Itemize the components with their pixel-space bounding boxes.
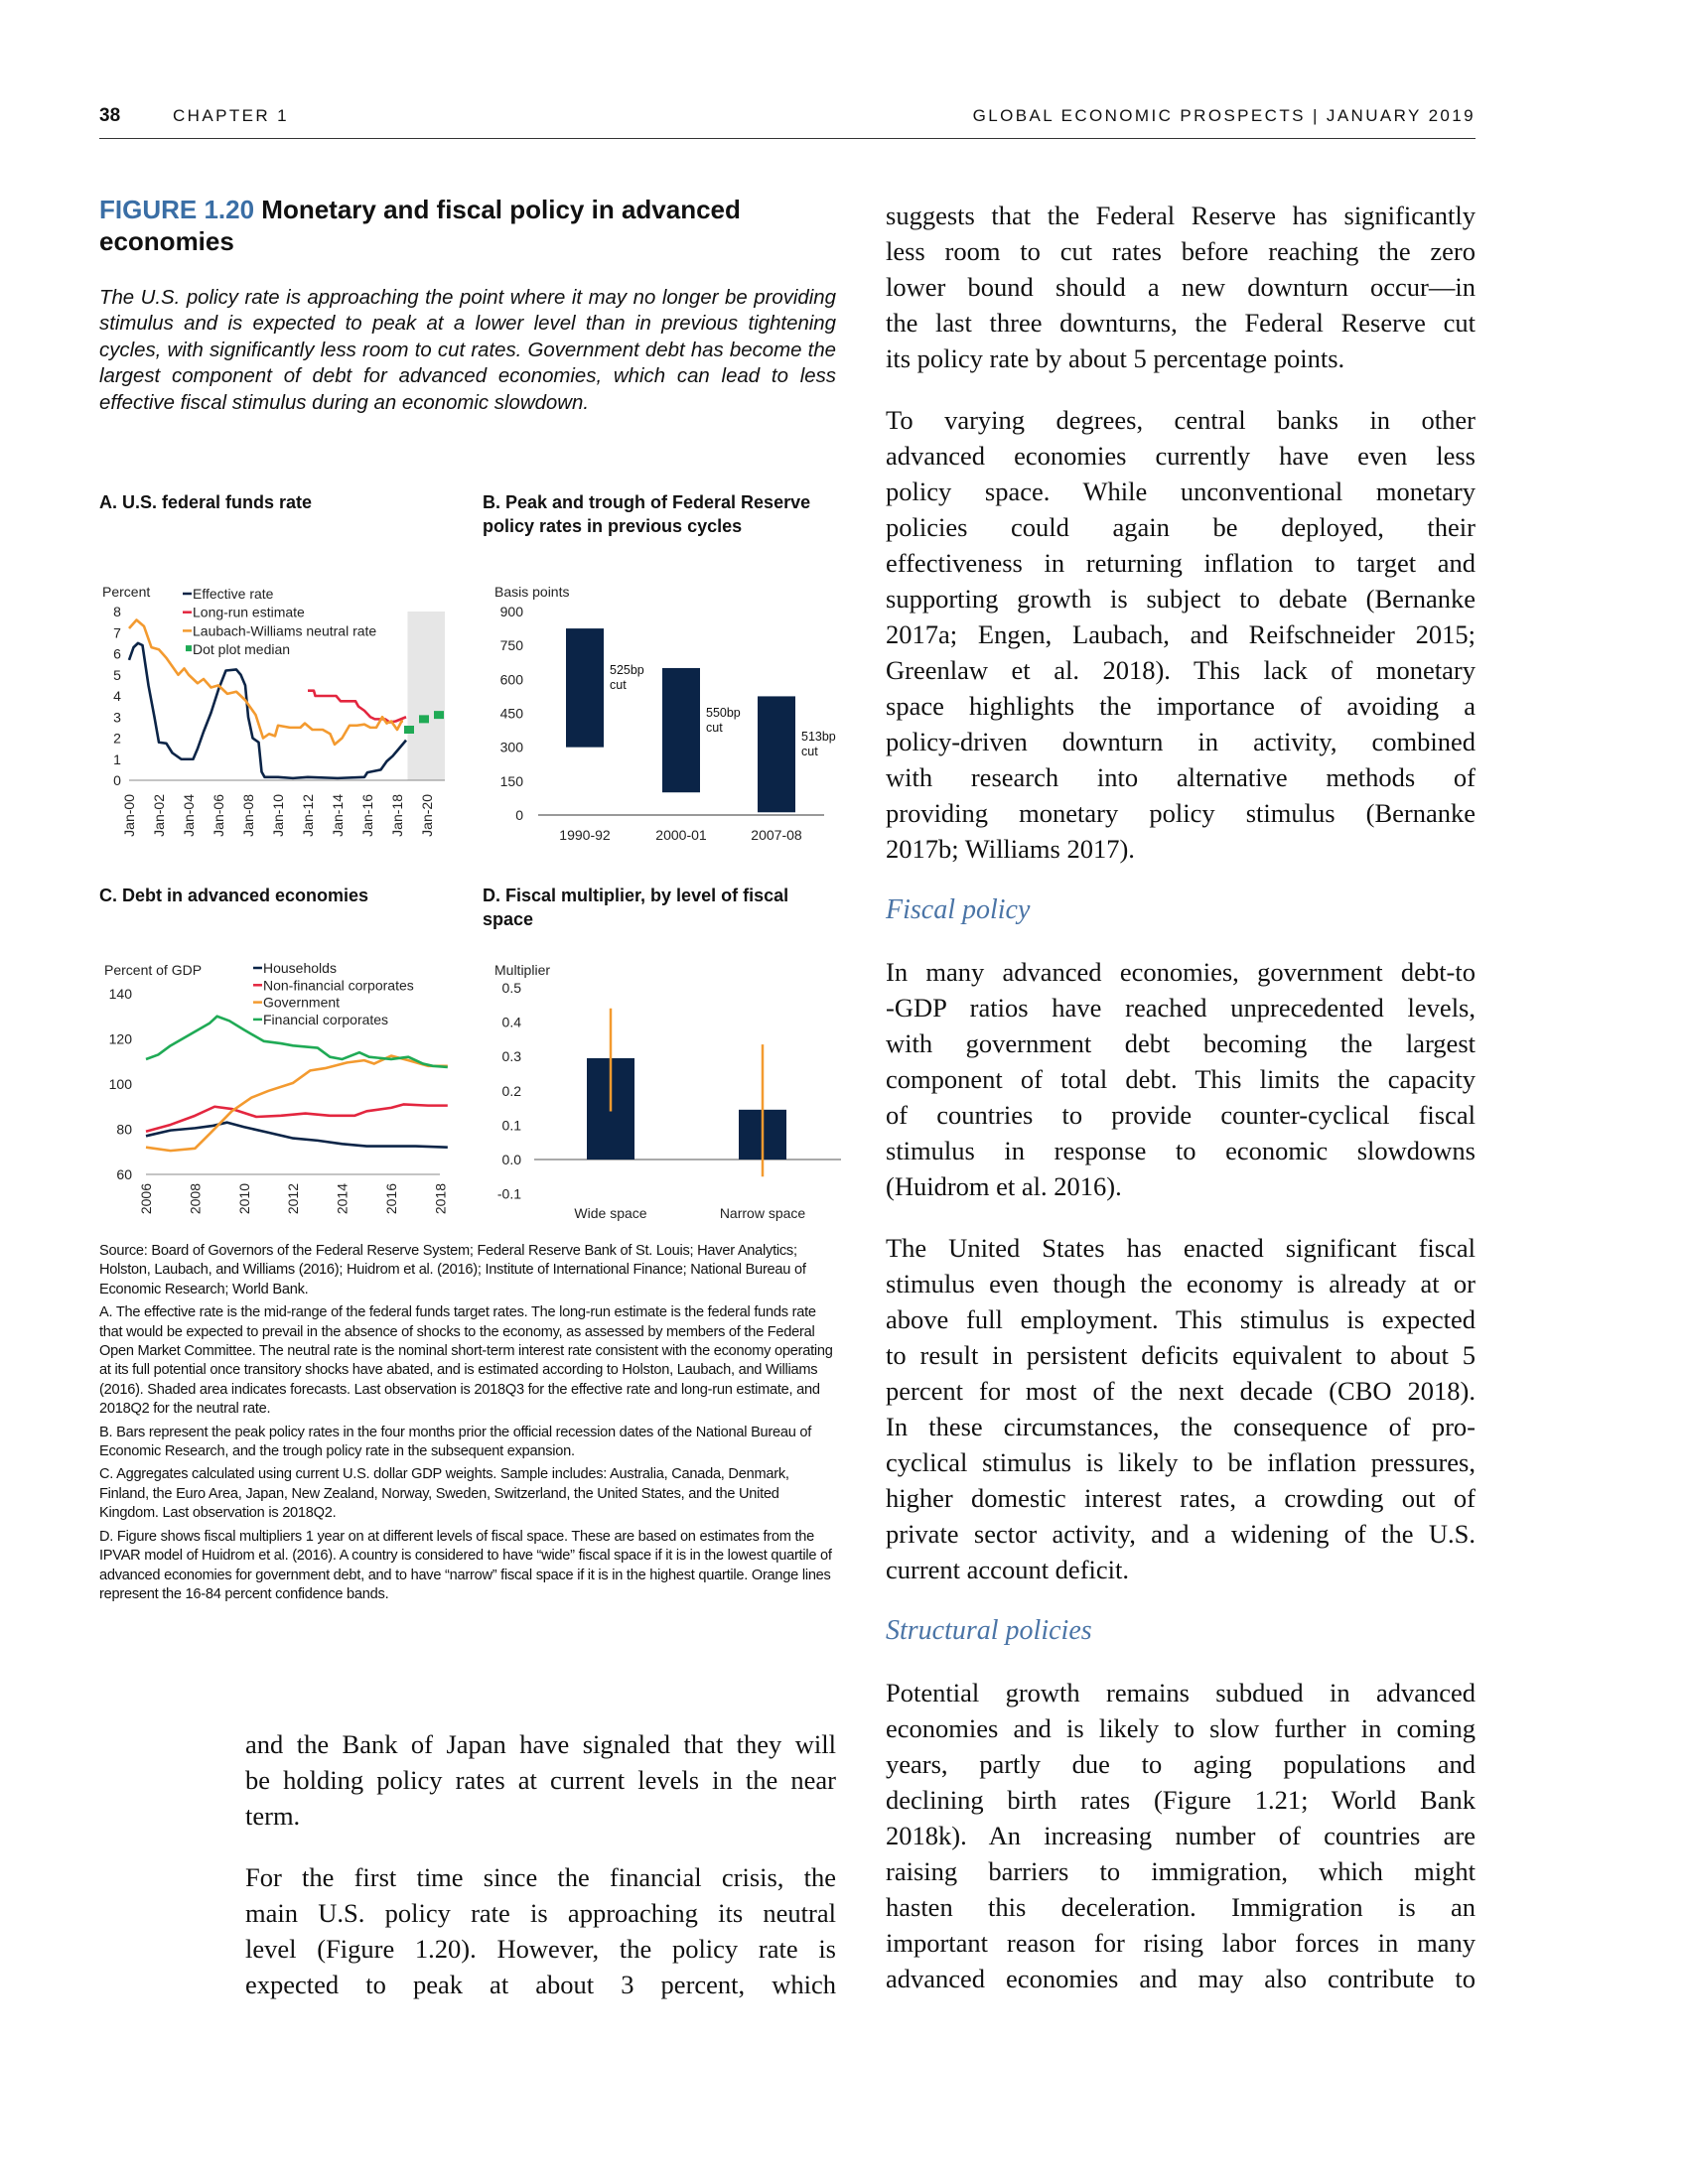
text-line: stimulus even though the economy is already at or <box>886 1269 1476 1298</box>
x-tick-label: 2006 <box>138 1183 154 1215</box>
text-line: declining birth rates (Figure 1.21; World Bank <box>886 1785 1476 1815</box>
text-line: less room to cut rates before reaching the zero <box>886 236 1476 266</box>
dot-plot-marker <box>419 715 429 723</box>
figure-caption: The U.S. policy rate is approaching the point where it may no longer be providing stimulus and is expected to peak at a lower level than in previous tightening cycles, with significantly less room to cut rates. Government debt has become the largest component of debt for advanced economies, which can lead to less effective fiscal stimulus during an economic slowdown. <box>99 287 836 414</box>
bar-label: cut <box>801 745 818 759</box>
text-line: cyclical stimulus is likely to be inflation pressures, <box>886 1447 1476 1477</box>
bar-label: 550bp <box>706 705 741 720</box>
text-line: term. <box>245 1801 301 1831</box>
x-tick-label: Jan-10 <box>270 794 286 837</box>
y-tick-label: 3 <box>113 709 121 726</box>
section-heading: Structural policies <box>886 1615 1092 1646</box>
text-line: Greenlaw et al. 2018). This lack of monetary <box>886 655 1476 685</box>
x-tick-label: 2000-01 <box>655 827 707 843</box>
x-tick-label: 2010 <box>235 1183 252 1215</box>
legend-label: Laubach-Williams neutral rate <box>193 622 377 639</box>
text-line: expected to peak at about 3 percent, which <box>245 1970 836 1999</box>
y-tick-label: 5 <box>113 666 121 683</box>
body-paragraph <box>886 198 1476 376</box>
y-tick-label: 6 <box>113 645 121 662</box>
text-line: private sector activity, and a widening of the U.S. <box>886 1519 1476 1549</box>
section-heading: Fiscal policy <box>886 894 1031 925</box>
note-b: B. Bars represent the peak policy rates in the four months prior the official recession dates of the National Bureau of Economic Research, and the trough policy rate in the subsequent expansion. <box>99 1424 812 1460</box>
note-source: Source: Board of Governors of the Federal Reserve System; Federal Reserve Bank of St. Louis; Haver Analytics; Holston, Laubach, and Williams (2016); Huidrom et al. (2016); Institute of International Finance; National Bureau of Economic Research; World Bank. <box>99 1243 806 1297</box>
x-tick-label: Jan-14 <box>330 794 346 837</box>
x-tick-label: Wide space <box>574 1205 647 1221</box>
y-tick-label: 150 <box>499 772 523 789</box>
text-line: policy-driven downturn in activity, combined <box>886 727 1476 756</box>
bar-label: 525bp <box>610 663 644 678</box>
legend-label: Households <box>263 960 337 976</box>
text-line: providing monetary policy stimulus (Bernanke <box>886 798 1476 828</box>
text-line: the last three downturns, the Federal Reserve cut <box>886 308 1476 338</box>
range-bar <box>758 696 795 812</box>
y-tick-label: 0 <box>515 807 523 823</box>
forecast-shade <box>408 612 446 780</box>
text-line: space highlights the importance of avoiding a <box>886 691 1476 721</box>
y-tick-label: 450 <box>499 705 523 722</box>
text-line: To varying degrees, central banks in other <box>886 405 1476 435</box>
text-line: main U.S. policy rate is approaching its neutral <box>245 1898 836 1928</box>
page-number: 38 <box>99 105 121 126</box>
y-tick-label: 600 <box>499 671 523 688</box>
text-line: Potential growth remains subdued in advanced <box>886 1678 1476 1707</box>
text-line: and the Bank of Japan have signaled that they will <box>245 1729 836 1759</box>
panel-d-title: D. Fiscal multiplier, by level of fiscal space <box>483 886 789 929</box>
y-tick-label: 8 <box>113 604 121 619</box>
legend-label: Non-financial corporates <box>263 977 414 994</box>
y-axis-label: Basis points <box>494 584 570 600</box>
text-line: with government debt becoming the largest <box>886 1028 1476 1058</box>
text-line: The United States has enacted significant fiscal <box>886 1233 1476 1263</box>
text-line: years, partly due to aging populations and <box>886 1749 1476 1779</box>
legend-label: Government <box>263 994 341 1011</box>
bar-label: 513bp <box>801 730 836 745</box>
legend-label: Effective rate <box>193 586 274 602</box>
x-tick-label: Jan-16 <box>359 794 375 837</box>
body-paragraph <box>886 1230 1476 1587</box>
y-tick-label: 80 <box>116 1121 132 1138</box>
body-paragraph <box>886 954 1476 1204</box>
text-line: In these circumstances, the consequence of pro- <box>886 1412 1476 1441</box>
text-line: stimulus in response to economic slowdowns <box>886 1136 1476 1165</box>
legend-label: Long-run estimate <box>193 604 305 620</box>
y-tick-label: 0.2 <box>501 1082 521 1099</box>
text-line: economies and is likely to slow further in coming <box>886 1713 1476 1743</box>
text-line: raising barriers to immigration, which might <box>886 1856 1476 1886</box>
text-line: level (Figure 1.20). However, the policy rate is <box>245 1934 836 1964</box>
x-tick-label: 2008 <box>187 1183 204 1215</box>
x-tick-label: Jan-04 <box>181 794 197 837</box>
panel-c-title: C. Debt in advanced economies <box>99 886 369 905</box>
x-tick-label: Jan-20 <box>419 794 435 837</box>
text-line: above full employment. This stimulus is expected <box>886 1304 1476 1334</box>
note-d: D. Figure shows fiscal multipliers 1 year on at different levels of fiscal space. These are based on estimates from the IPVAR model of Huidrom et al. (2016). A country is considered to have “wide” fiscal space if it is in the lowest quartile of advanced economies for government debt, and to have “narrow” fiscal space if it is in the highest quartile. Orange lines represent the 16-84 percent confidence bands. <box>99 1528 832 1602</box>
text-line: component of total debt. This limits the capacity <box>886 1064 1476 1094</box>
publication-title: GLOBAL ECONOMIC PROSPECTS | JANUARY 2019 <box>972 106 1476 125</box>
y-tick-label: 60 <box>116 1166 132 1182</box>
panel-b-title: B. Peak and trough of Federal Reserve policy rates in previous cycles <box>483 492 811 536</box>
y-tick-label: 1 <box>113 751 121 767</box>
x-tick-label: Jan-06 <box>211 794 226 837</box>
dot-plot-marker <box>434 711 444 719</box>
text-line: policy space. While unconventional monetary <box>886 477 1476 506</box>
x-tick-label: 2018 <box>432 1183 449 1215</box>
text-line: supporting growth is subject to debate (Bernanke <box>886 584 1476 614</box>
x-tick-label: Jan-12 <box>300 794 316 837</box>
text-line: important reason for rising labor forces in many <box>886 1928 1476 1958</box>
text-line: hasten this deceleration. Immigration is an <box>886 1892 1476 1922</box>
figure-title-text: Monetary and fiscal policy in advanced economies <box>99 195 741 256</box>
y-tick-label: 0 <box>113 772 121 788</box>
x-tick-label: 2012 <box>285 1183 302 1215</box>
note-c: C. Aggregates calculated using current U.S. dollar GDP weights. Sample includes: Australia, Canada, Denmark, Finland, the Euro Area, Japan, New Zealand, Norway, Sweden, Switzerland, the United States, and the United Kingdom. Last observation is 2018Q2. <box>99 1466 789 1522</box>
body-paragraph <box>245 1859 836 2002</box>
bar-label: cut <box>706 720 723 735</box>
y-tick-label: 0.1 <box>501 1117 521 1134</box>
y-tick-label: 4 <box>113 688 121 704</box>
y-tick-label: 0.5 <box>501 980 521 996</box>
text-line: of countries to provide counter-cyclical fiscal <box>886 1100 1476 1130</box>
legend-swatch <box>186 645 192 651</box>
text-line: 2017a; Engen, Laubach, and Reifschneider 2015; <box>886 619 1476 649</box>
series-line-2 <box>146 1056 448 1152</box>
text-line: suggests that the Federal Reserve has significantly <box>886 201 1476 230</box>
text-line: higher domestic interest rates, a crowding out of <box>886 1483 1476 1513</box>
x-tick-label: 2016 <box>383 1183 399 1215</box>
y-tick-label: 7 <box>113 624 121 641</box>
body-column-right <box>886 198 1476 2022</box>
x-tick-label: Jan-02 <box>151 794 167 837</box>
note-a: A. The effective rate is the mid-range of the federal funds target rates. The long-run estimate is the federal funds rate that would be expected to prevail in the absence of shocks to the economy, as assessed by members of the Federal Open Market Committee. The neutral rate is the nominal short-term interest rate consistent with the economy operating at its full potential once transitory shocks have abated, and is estimated according to Holston, Laubach, and Williams (2016). Shaded area indicates forecasts. Last observation is 2018Q3 for the effective rate and long-run estimate, and 2018Q2 for the neutral rate. <box>99 1304 833 1418</box>
text-line: For the first time since the financial crisis, the <box>245 1862 836 1892</box>
text-line: (Huidrom et al. 2016). <box>886 1171 1122 1201</box>
body-paragraph <box>886 1675 1476 1996</box>
figure-notes <box>99 1242 840 1608</box>
text-line: policies could again be deployed, their <box>886 512 1476 542</box>
y-tick-label: 750 <box>499 637 523 654</box>
text-line: 2017b; Williams 2017). <box>886 834 1135 864</box>
text-line: be holding policy rates at current levels in the near <box>245 1765 836 1795</box>
text-line: effectiveness in returning inflation to target and <box>886 548 1476 578</box>
chapter-label: CHAPTER 1 <box>173 106 290 125</box>
text-line: -GDP ratios have reached unprecedented levels, <box>886 993 1476 1023</box>
x-tick-label: 2007-08 <box>751 827 802 843</box>
bar-label: cut <box>610 678 627 693</box>
y-tick-label: 0.4 <box>501 1014 521 1030</box>
y-tick-label: 2 <box>113 730 121 747</box>
y-tick-label: 0.0 <box>501 1152 521 1167</box>
range-bar <box>662 668 700 792</box>
series-line-0 <box>146 1123 448 1148</box>
x-tick-label: 1990-92 <box>559 827 611 843</box>
y-axis-label: Percent of GDP <box>104 962 203 978</box>
x-tick-label: Narrow space <box>719 1205 806 1221</box>
y-tick-label: 0.3 <box>501 1048 521 1065</box>
y-axis-label: Multiplier <box>494 962 551 978</box>
text-line: In many advanced economies, government debt-to <box>886 957 1476 987</box>
range-bar <box>566 628 604 748</box>
text-line: advanced economies and may also contribute to <box>886 1964 1476 1993</box>
text-line: lower bound should a new downturn occur—in <box>886 272 1476 302</box>
y-tick-label: 300 <box>499 739 523 755</box>
body-column-left <box>245 1726 836 2028</box>
y-tick-label: 120 <box>108 1030 132 1047</box>
text-line: advanced economies currently have even less <box>886 441 1476 471</box>
y-axis-label: Percent <box>102 584 151 600</box>
series-line-1 <box>308 691 406 723</box>
x-tick-label: Jan-00 <box>121 794 137 837</box>
figure-number: FIGURE 1.20 <box>99 195 255 224</box>
y-tick-label: -0.1 <box>496 1185 521 1202</box>
text-line: its policy rate by about 5 percentage points. <box>886 343 1345 373</box>
text-line: 2018k). An increasing number of countries are <box>886 1821 1476 1850</box>
legend-label: Financial corporates <box>263 1011 389 1027</box>
y-tick-label: 140 <box>108 986 132 1002</box>
y-tick-label: 100 <box>108 1076 132 1092</box>
x-tick-label: Jan-18 <box>389 794 405 837</box>
text-line: to result in persistent deficits equivalent to about 5 <box>886 1340 1476 1370</box>
legend-label: Dot plot median <box>193 641 291 658</box>
text-line: with research into alternative methods of <box>886 762 1476 792</box>
y-tick-label: 900 <box>499 604 523 619</box>
text-line: current account deficit. <box>886 1555 1129 1584</box>
x-tick-label: Jan-08 <box>240 794 256 837</box>
body-paragraph <box>245 1726 836 1834</box>
body-paragraph <box>886 402 1476 867</box>
dot-plot-marker <box>404 726 414 734</box>
panel-a-title: A. U.S. federal funds rate <box>99 492 313 512</box>
text-line: percent for most of the next decade (CBO 2018). <box>886 1376 1476 1406</box>
x-tick-label: 2014 <box>334 1183 351 1215</box>
